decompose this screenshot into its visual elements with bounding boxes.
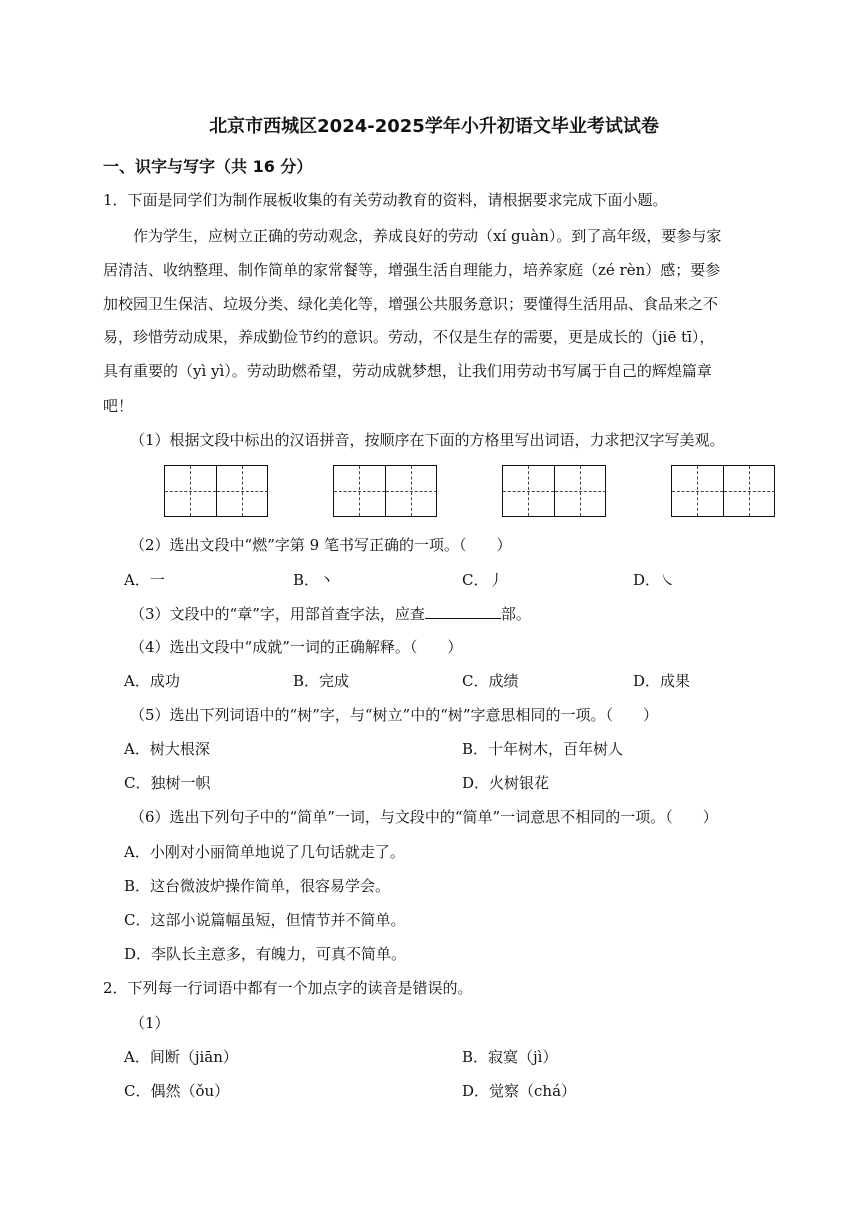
question-2-stem: 2．下列每一行词语中都有一个加点字的读音是错误的。 xyxy=(103,979,473,997)
option-b[interactable]: B．丶 xyxy=(293,571,335,589)
option-a[interactable]: A．间断（jiān） xyxy=(124,1048,238,1066)
passage-line: 具有重要的（yì yì）。劳动助燃希望，劳动成就梦想，让我们用劳动书写属于自己的辉煌篇章 xyxy=(103,362,712,380)
passage-line: 吧！ xyxy=(103,397,134,415)
subquestion-6: （6）选出下列句子中的“简单”一词，与文段中的“简单”一词意思不相同的一项。（ ） xyxy=(130,808,718,826)
subquestion-4: （4）选出文段中“成就”一词的正确解释。（ ） xyxy=(130,638,463,656)
passage-line: 作为学生，应树立正确的劳动观念，养成良好的劳动（xí guàn）。到了高年级，要参与家 xyxy=(133,227,722,245)
question-1-stem: 1．下面是同学们为制作展板收集的有关劳动教育的资料，请根据要求完成下面小题。 xyxy=(103,191,668,209)
option-a[interactable]: A．一 xyxy=(124,571,165,589)
subquestion-1: （1）根据文段中标出的汉语拼音，按顺序在下面的方格里写出词语，力求把汉字写美观。 xyxy=(130,431,725,449)
writing-grid[interactable] xyxy=(164,465,268,517)
option-d[interactable]: D．李队长主意多，有魄力，可真不简单。 xyxy=(124,945,407,963)
subquestion-3-suffix: 部。 xyxy=(500,605,531,623)
option-c[interactable]: C．丿 xyxy=(462,571,504,589)
subquestion-2: （2）选出文段中“燃”字第 9 笔书写正确的一项。（ ） xyxy=(130,536,512,554)
subquestion-3-text: （3）文段中的“章”字，用部首查字法，应查 xyxy=(130,605,425,623)
option-d[interactable]: D．成果 xyxy=(633,672,691,690)
subquestion-3 xyxy=(130,604,531,624)
option-a[interactable]: A．小刚对小丽简单地说了几句话就走了。 xyxy=(124,843,405,861)
option-b[interactable]: B．完成 xyxy=(293,672,350,690)
writing-grid[interactable] xyxy=(333,465,437,517)
option-a[interactable]: A．树大根深 xyxy=(124,740,210,758)
passage-line: 居清洁、收纳整理、制作简单的家常餐等，增强生活自理能力，培养家庭（zé rèn）感；要参 xyxy=(103,261,721,279)
option-d[interactable]: D．觉察（chá） xyxy=(462,1082,577,1100)
option-c[interactable]: C．独树一帜 xyxy=(124,774,211,792)
exam-title: 北京市西城区2024-2025学年小升初语文毕业考试试卷 xyxy=(209,116,659,137)
option-d[interactable]: D．㇏ xyxy=(633,571,676,589)
answer-blank[interactable] xyxy=(425,604,501,619)
passage-line: 加校园卫生保洁、垃圾分类、绿化美化等，增强公共服务意识；要懂得生活用品、食品来之不 xyxy=(103,295,719,313)
option-b[interactable]: B．这台微波炉操作简单，很容易学会。 xyxy=(124,877,391,895)
option-c[interactable]: C．偶然（ǒu） xyxy=(124,1082,230,1100)
option-c[interactable]: C．成绩 xyxy=(462,672,519,690)
subquestion-5: （5）选出下列词语中的“树”字，与“树立”中的“树”字意思相同的一项。（ ） xyxy=(130,706,659,724)
section-heading: 一、识字与写字（共 16 分） xyxy=(103,157,313,176)
passage-line: 易，珍惜劳动成果，养成勤俭节约的意识。劳动，不仅是生存的需要，更是成长的（jiē tī）， xyxy=(103,328,715,346)
option-b[interactable]: B．寂寞（jì） xyxy=(462,1048,558,1066)
option-a[interactable]: A．成功 xyxy=(124,672,180,690)
writing-grid[interactable] xyxy=(671,465,775,517)
writing-grid[interactable] xyxy=(502,465,606,517)
option-d[interactable]: D．火树银花 xyxy=(462,774,550,792)
option-b[interactable]: B．十年树木，百年树人 xyxy=(462,740,624,758)
option-c[interactable]: C．这部小说篇幅虽短，但情节并不简单。 xyxy=(124,911,406,929)
subquestion-2-1: （1） xyxy=(130,1014,170,1032)
